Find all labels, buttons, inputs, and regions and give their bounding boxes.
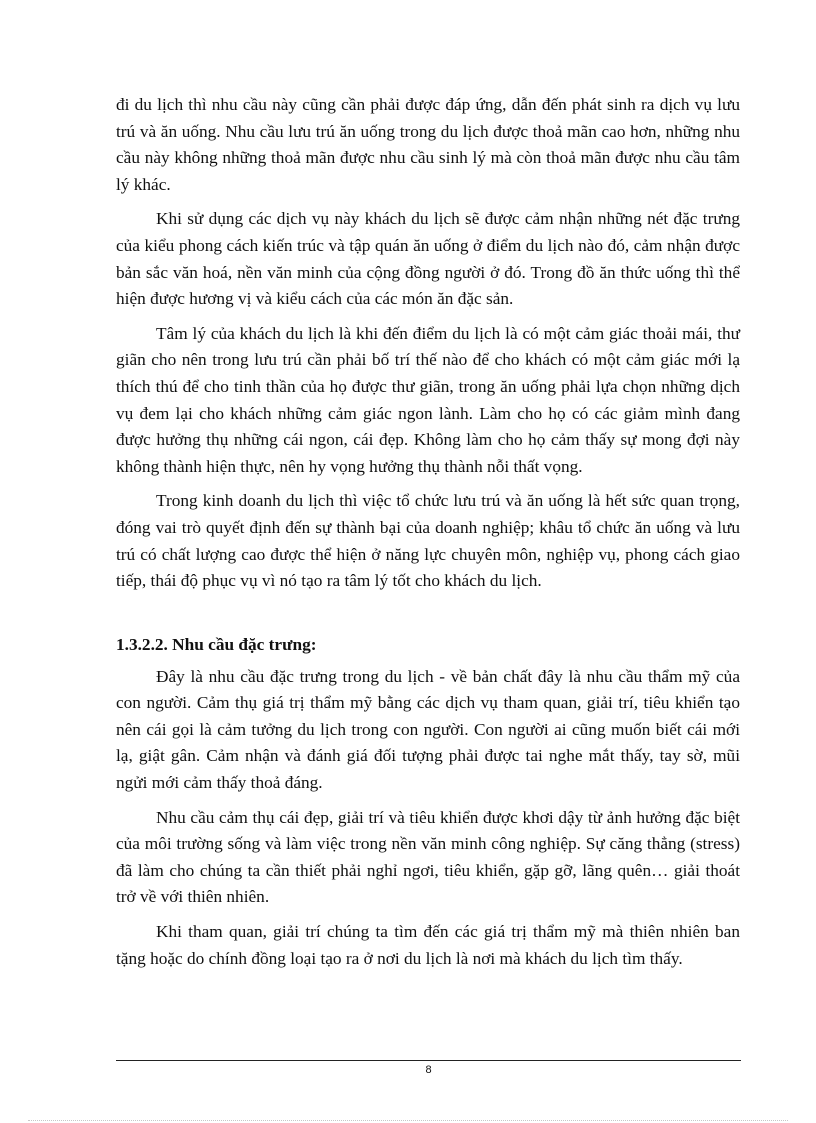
paragraph: đi du lịch thì nhu cầu này cũng cần phải được đáp ứng, dẫn đến phát sinh ra dịch vụ lưu trú và ăn uống. Nhu cầu lưu trú ăn uống trong du lịch được thoả mãn cao hơn, những nhu cầu này không những thoả mãn được nhu cầu sinh lý mà còn thoả mãn được nhu cầu tâm lý khác. bbox=[116, 95, 740, 194]
paragraph: Trong kinh doanh du lịch thì việc tổ chức lưu trú và ăn uống là hết sức quan trọng, đóng vai trò quyết định đến sự thành bại của doanh nghiệp; khâu tổ chức ăn uống và lưu trú có chất lượng cao được thể hiện ở năng lực chuyên môn, nghiệp vụ, phong cách giao tiếp, thái độ phục vụ vì nó tạo ra tâm lý tốt cho khách du lịch. bbox=[116, 491, 740, 591]
paragraph: Nhu cầu cảm thụ cái đẹp, giải trí và tiêu khiển được khơi dậy từ ảnh hưởng đặc biệt của môi trường sống và làm việc trong nền văn minh công nghiệp. Sự căng thẳng (stress) đã làm cho chúng ta cần thiết phải nghỉ ngơi, tiêu khiển, gặp gỡ, lãng quên… giải thoát trở về với thiên nhiên. bbox=[116, 807, 740, 907]
paragraph-group-top bbox=[116, 92, 740, 595]
footer-divider bbox=[116, 1060, 741, 1061]
paragraph: Tâm lý của khách du lịch là khi đến điểm du lịch là có một cảm giác thoải mái, thư giãn cho nên trong lưu trú cần phải bố trí thế nào để cho khách có một cảm giác mới lạ thích thú để cho tinh thần của họ được thư giãn, trong ăn uống phải lựa chọn những dịch vụ đem lại cho khách những cảm giác ngon lành. Làm cho họ có các giảm mình đang được hưởng thụ những cái ngon, cái đẹp. Không làm cho họ cảm thấy sự mong đợi này không thành hiện thực, nên hy vọng hưởng thụ thành nỗi thất vọng. bbox=[116, 323, 740, 476]
page-number: 8 bbox=[425, 1064, 432, 1076]
paragraph: Khi sử dụng các dịch vụ này khách du lịch sẽ được cảm nhận những nét đặc trưng của kiểu phong cách kiến trúc và tập quán ăn uống ở điểm du lịch nào đó, cảm nhận được bản sắc văn hoá, nền văn minh của cộng đồng người ở đó. Trong đồ ăn thức uống thì thể hiện được hương vị và kiểu cách của các món ăn đặc sản. bbox=[116, 209, 740, 309]
paragraph-group-bottom bbox=[116, 664, 740, 973]
section-heading: 1.3.2.2. Nhu cầu đặc trưng: bbox=[116, 634, 317, 654]
page-bottom-border bbox=[28, 1120, 788, 1121]
page-body bbox=[116, 92, 740, 972]
paragraph: Đây là nhu cầu đặc trưng trong du lịch - về bản chất đây là nhu cầu thẩm mỹ của con người. Cảm thụ giá trị thẩm mỹ bằng các dịch vụ tham quan, giải trí, tiêu khiển tạo nên cái gọi là cảm tưởng du lịch trong con người. Con người ai cũng muốn biết cái mới lạ, giật gân. Cảm nhận và đánh giá đối tượng phải được tai nghe mắt thấy, tay sờ, mũi ngửi mới cảm thấy thoả đáng. bbox=[116, 666, 740, 793]
paragraph: Khi tham quan, giải trí chúng ta tìm đến các giá trị thẩm mỹ mà thiên nhiên ban tặng hoặc do chính đồng loại tạo ra ở nơi du lịch là nơi mà khách du lịch tìm thấy. bbox=[116, 922, 740, 968]
